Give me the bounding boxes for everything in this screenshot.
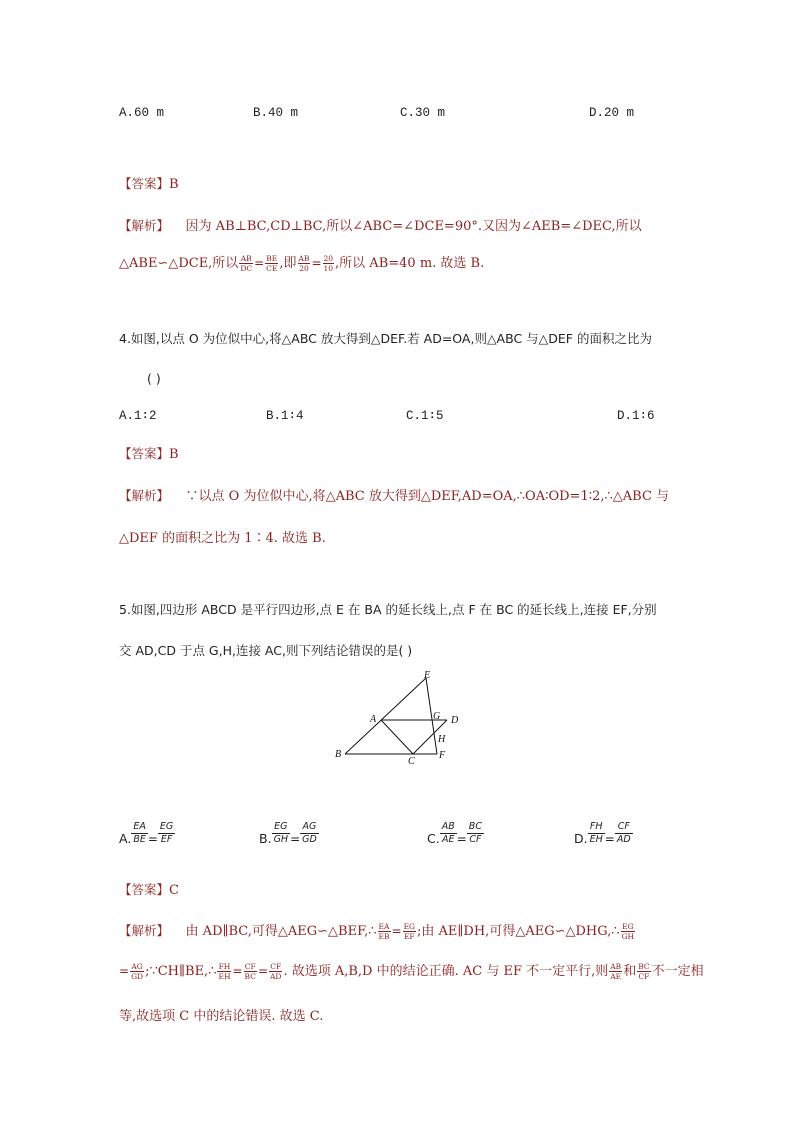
analysis-text: 因为 AB⊥BC,CD⊥BC,所以∠ABC=∠DCE=90°.又因为∠AEB=∠DEC,所以 — [185, 219, 642, 234]
answer-value: B — [169, 177, 179, 192]
answer-tag: 【答案】 — [119, 176, 170, 191]
q4-option-c: C.1∶5 — [406, 409, 444, 423]
answer-tag: 【答案】 — [119, 446, 170, 461]
q5-analysis-line-2: = $\frac{AG}{GD}$ ;∵CH∥BE,∴ $\frac{FH}{EH}$ = $\frac{CF}{BC}$ = $\frac{CF}{AD}$ . 故选项 A,B,D 中的结论正确. AC 与 EF 不一定平行,则 $\frac{AB}{AE}$ 和 $\frac{BC}{CF}$ 不一定相 — [119, 962, 704, 981]
q3-option-a: A.60 m — [119, 106, 165, 120]
q5-option-a: A. $\frac{EA}{BE}$ = $\frac{EG}{EF}$ — [119, 821, 174, 846]
fraction: $\frac{20}{10}$ — [323, 254, 334, 273]
label-C: C — [408, 756, 415, 767]
q5-analysis-line-3: 等,故选项 C 中的结论错误. 故选 C. — [119, 1009, 324, 1024]
answer-value: B — [169, 447, 179, 462]
q5-option-d: D. $\frac{FH}{EH}$ = $\frac{CF}{AD}$ — [574, 821, 631, 846]
q5-option-c: C. $\frac{AB}{AE}$ = $\frac{BC}{CF}$ — [427, 821, 482, 846]
analysis-tag: 【解析】 — [119, 218, 170, 233]
analysis-text: ∵以点 O 为位似中心,将△ABC 放大得到△DEF,AD=OA,∴OA∶OD=1∶2,∴△ABC 与 — [185, 489, 670, 504]
analysis-tag: 【解析】 — [119, 488, 170, 503]
q3-option-b: B.40 m — [253, 106, 299, 120]
parallelogram-figure — [330, 668, 470, 770]
fraction: $\frac{AB}{20}$ — [298, 254, 310, 273]
label-G: G — [433, 711, 441, 722]
q4-option-b: B.1∶4 — [266, 409, 304, 423]
q5-option-b: B. $\frac{EG}{GH}$ = $\frac{AG}{GD}$ — [259, 821, 317, 846]
label-H: H — [438, 734, 446, 745]
q4-answer — [119, 444, 179, 462]
answer-value: C — [169, 883, 179, 898]
fraction: $\frac{AB}{DC}$ — [240, 254, 253, 273]
q3-option-c: C.30 m — [400, 106, 446, 120]
answer-tag: 【答案】 — [119, 882, 170, 897]
q4-analysis-line-2: △DEF 的面积之比为 1∶4. 故选 B. — [119, 531, 326, 546]
q5-answer — [119, 880, 179, 898]
q4-paren: ( ) — [147, 371, 161, 386]
q3-answer — [119, 174, 179, 192]
fraction: $\frac{BE}{CE}$ — [266, 254, 278, 273]
q4-option-d: D.1∶6 — [617, 409, 655, 423]
label-A: A — [370, 714, 377, 725]
q5-stem-line-1: 5.如图,四边形 ABCD 是平行四边形,点 E 在 BA 的延长线上,点 F 在 BC 的延长线上,连接 EF,分别 — [119, 602, 657, 617]
q4-option-a: A.1∶2 — [119, 409, 157, 423]
q3-analysis-line-2: △ABE∽△DCE,所以 $\frac{AB}{DC}$ = $\frac{BE}{CE}$ ,即 $\frac{AB}{20}$ = $\frac{20}{10}$ ,所以 AB=40 m. 故选 B. — [119, 254, 485, 273]
line-BE — [345, 678, 426, 754]
q3-option-d: D.20 m — [589, 106, 635, 120]
q4-stem: 4.如图,以点 O 为位似中心,将△ABC 放大得到△DEF.若 AD=OA,则△ABC 与△DEF 的面积之比为 — [119, 331, 652, 346]
label-B: B — [335, 749, 342, 760]
figure-lines — [345, 678, 447, 754]
label-D: D — [451, 715, 459, 726]
label-F: F — [439, 750, 446, 761]
q5-stem-line-2: 交 AD,CD 于点 G,H,连接 AC,则下列结论错误的是( ) — [119, 643, 413, 658]
analysis-text: △ABE∽△DCE,所以 — [119, 256, 239, 271]
q5-analysis-line-1: 【解析】 由 AD∥BC,可得△AEG∽△BEF,∴ $\frac{EA}{EB}$ = $\frac{EG}{EF}$ ;由 AE∥DH,可得△AEG∽△DHG,∴ $\frac{EG}{GH}$ — [119, 922, 635, 941]
analysis-tag: 【解析】 — [119, 923, 170, 938]
q4-analysis-line-1 — [119, 485, 669, 504]
line-AC — [381, 720, 413, 754]
q3-analysis-line-1 — [119, 215, 642, 234]
label-E: E — [424, 670, 431, 681]
